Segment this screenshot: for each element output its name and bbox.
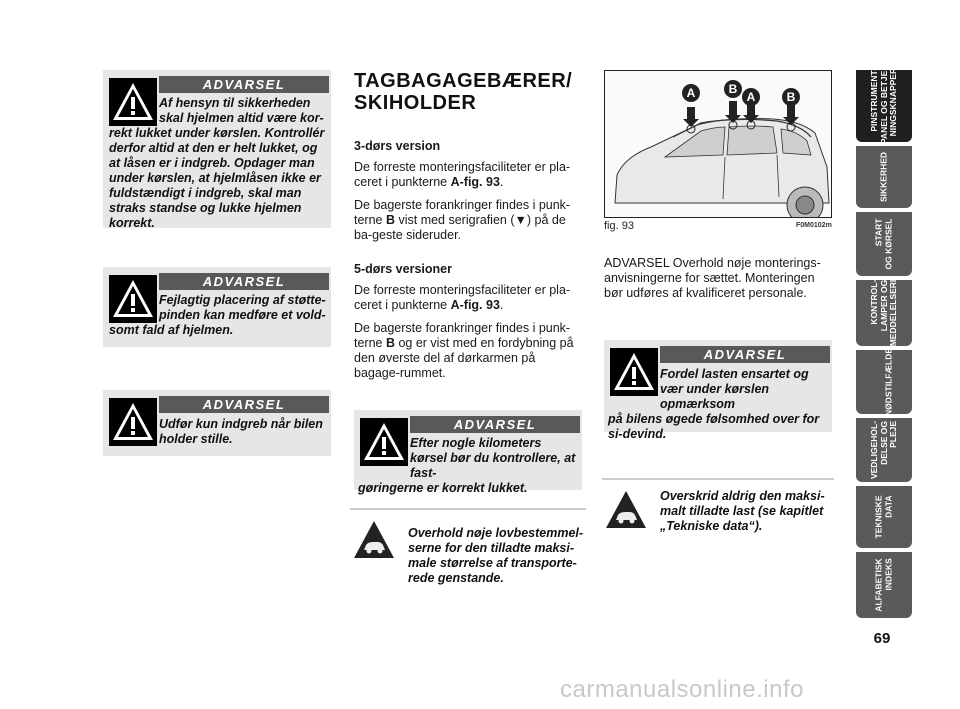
page-number: 69 [873,630,891,647]
figure-roof-rack-car [604,70,832,218]
warning-text [109,293,327,338]
warning-text [608,367,830,442]
paragraph-3-door-rear: De bagerste forankringer findes i punk-terne B vist med serigrafien (▼) på de ba-geste sideruder. [354,198,571,242]
warning-text-indented: Fordel lasten ensartet og vær under kørslen opmærksom [660,367,809,411]
figure-label-a: A [686,86,696,100]
figure-label-a: A [746,90,756,104]
warning-box-support-pin [103,267,331,347]
chapter-tab[interactable] [856,146,912,208]
page-title [354,70,572,114]
note-text: Overhold nøje lovbestemmel-serne for den tilladte maksi-male størrelse af transporte-rede genstande. [408,526,584,585]
note-legal-dimensions [350,508,586,598]
warning-text [109,96,327,231]
chapter-tab-label: TEKNISKE DATA [873,495,893,539]
chapter-tab-label: START OG KØRSEL [873,218,893,270]
warning-header: ADVARSEL [159,76,329,93]
warning-text [159,417,329,447]
figure-label-b: B [728,82,738,96]
warning-box-check-fastenings [354,410,582,495]
chapter-tab[interactable] [856,418,912,482]
warning-box-distribute-load [604,340,832,441]
warning-box-stationary [103,390,331,456]
warning-text-indented: Udfør kun indgreb når bilen holder stille. [159,417,323,446]
paragraph-5-door-front: De forreste monteringsfaciliteter er pla-ceret i punkterne A-fig. 93. [354,283,571,312]
note-text: Overskrid aldrig den maksi-malt tilladte last (se kapitlet „Tekniske data“). [660,489,825,533]
chapter-tab-label: KONTROL- LAMPER OG MEDDELELSERI [868,279,898,347]
section-heading-5-door: 5-dørs versioner [354,262,452,276]
paragraph-5-door-rear: De bagerste forankringer findes i punk-terne B og er vist med en fordybning på den øverste del af dørkarmen på bagage-rummet. [354,321,574,380]
chapter-tab[interactable] [856,552,912,618]
warning-text-rest: gøringerne er korrekt lukket. [358,481,528,495]
section-heading-3-door: 3-dørs version [354,139,441,153]
footer-watermark: carmanualsonline.info [560,676,804,703]
chapter-tab-label: ALFABETISK INDEKS [873,558,893,612]
title-line-2: SKIHOLDER [354,92,477,114]
paragraph-mounting-instructions: ADVARSEL Overhold nøje monterings-anvisningerne for sættet. Monteringen bør udføres af kvalificeret personale. [604,256,821,300]
warning-text-rest: på bilens øgede følsomhed over for si-devind. [608,412,820,441]
warning-header: ADVARSEL [159,396,329,413]
warning-text [358,436,578,496]
figure-code: F0M0102m [796,222,832,229]
warning-text-indented: Fejlagtig placering af støtte-pinden kan medføre et vold- [159,293,326,322]
warning-triangle-icon [109,398,157,446]
warning-text-indented: Efter nogle kilometers kørsel bør du kontrollere, at fast- [410,436,576,480]
paragraph-3-door-front: De forreste monteringsfaciliteter er pla-ceret i punkterne A-fig. 93. [354,160,571,189]
figure-caption: fig. 93 [604,220,634,232]
note-max-load [602,478,834,542]
chapter-tab-label: PINSTRUMENT- PANEL OG BETJE- NINGSKNAPPER [868,67,898,145]
warning-text-rest: rekt lukket under kørslen. Kontrollér derfor altid at den er helt lukket, og at låsen er i indgreb. Opdager man under kørslen, at hjelmlåsen ikke er fuldstændigt i indgreb, skal man straks standse og lukke hjelmen korrekt. [109,126,325,230]
warning-header: ADVARSEL [410,416,580,433]
car-load-triangle-icon [352,518,396,562]
chapter-tab[interactable] [856,280,912,346]
chapter-tab-label: I NØDSTILFÆLDE [873,348,893,416]
chapter-tab[interactable] [856,486,912,548]
warning-text-indented: Af hensyn til sikkerheden skal hjelmen altid være kor- [159,96,324,125]
chapter-tab[interactable] [856,212,912,276]
chapter-tab[interactable] [856,67,912,145]
figure-label-b: B [786,90,796,104]
warning-box-helmet-lock [103,70,331,228]
chapter-tab-label: SIKKERHED [878,151,889,203]
chapter-tab-label: VEDLIGEHOL- DELSE OG PLEJE [868,420,898,480]
chapter-tab[interactable] [856,350,912,414]
title-line-1: TAGBAGAGEBÆRER/ [354,70,573,92]
warning-header: ADVARSEL [660,346,830,363]
warning-text-rest: somt fald af hjelmen. [109,323,234,337]
warning-header: ADVARSEL [159,273,329,290]
car-load-triangle-icon [604,488,648,532]
